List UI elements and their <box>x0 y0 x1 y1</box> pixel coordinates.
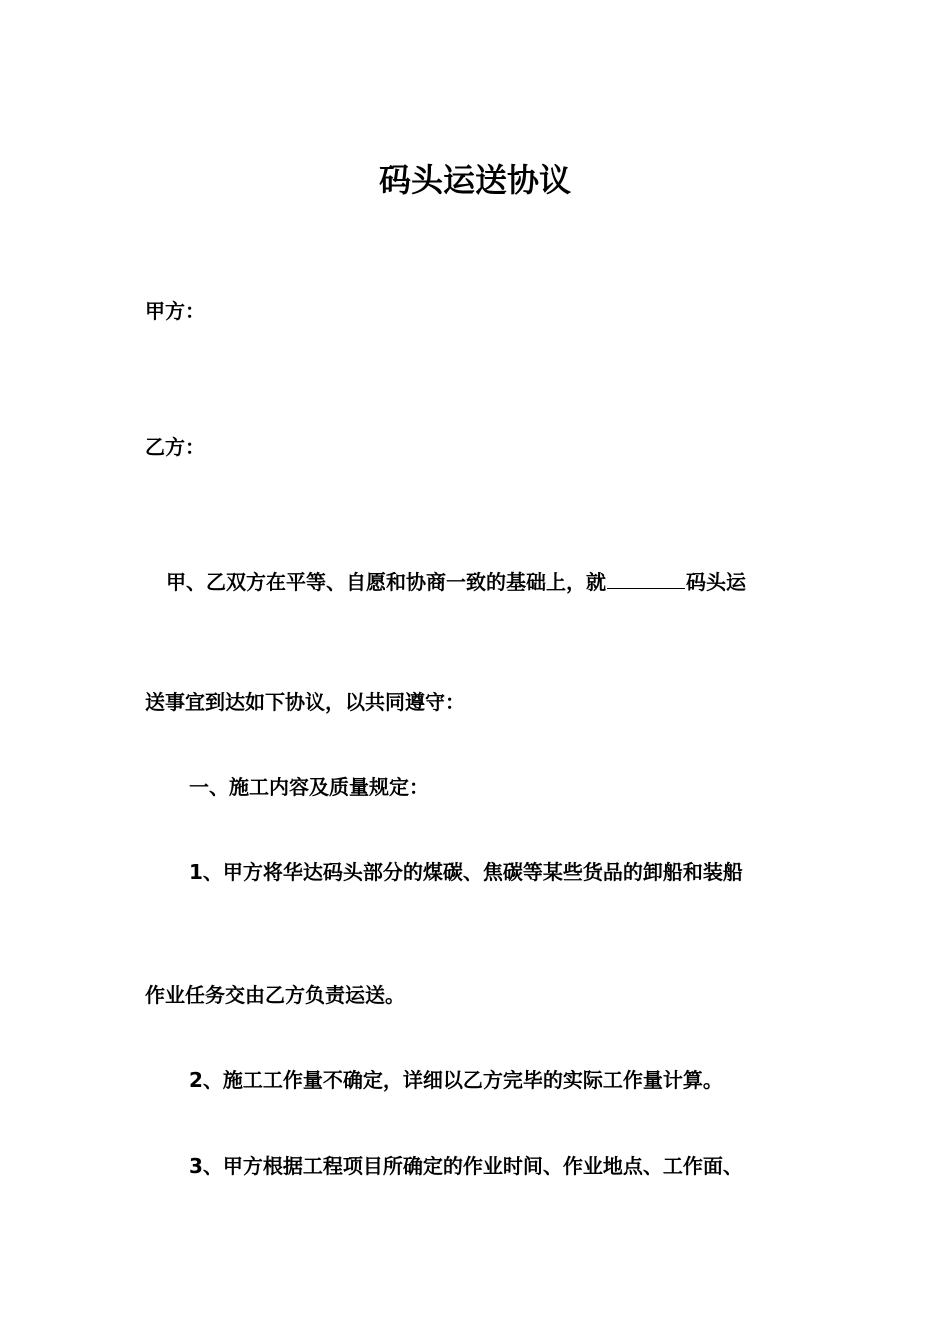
fill-in-blank[interactable] <box>607 570 685 589</box>
party-a-label: 甲方： <box>145 299 205 323</box>
item-1-line2: 作业任务交由乙方负责运送。 <box>145 983 405 1007</box>
intro-paragraph-line2: 送事宜到达如下协议，以共同遵守： <box>145 690 465 714</box>
item-3-line1: 3、甲方根据工程项目所确定的作业时间、作业地点、工作面、 <box>189 1154 743 1178</box>
intro-paragraph-line1 <box>166 570 746 594</box>
intro-text-after-blank: 码头运 <box>686 570 746 594</box>
party-b-label: 乙方： <box>145 435 205 459</box>
intro-text-before-blank: 甲、乙双方在平等、自愿和协商一致的基础上，就 <box>166 570 606 594</box>
document-title: 码头运送协议 <box>378 161 571 199</box>
item-1-line1: 1、甲方将华达码头部分的煤碳、焦碳等某些货品的卸船和装船 <box>189 860 743 884</box>
section-1-heading: 一、施工内容及质量规定： <box>189 775 429 799</box>
item-2: 2、施工工作量不确定，详细以乙方完毕的实际工作量计算。 <box>189 1068 723 1092</box>
